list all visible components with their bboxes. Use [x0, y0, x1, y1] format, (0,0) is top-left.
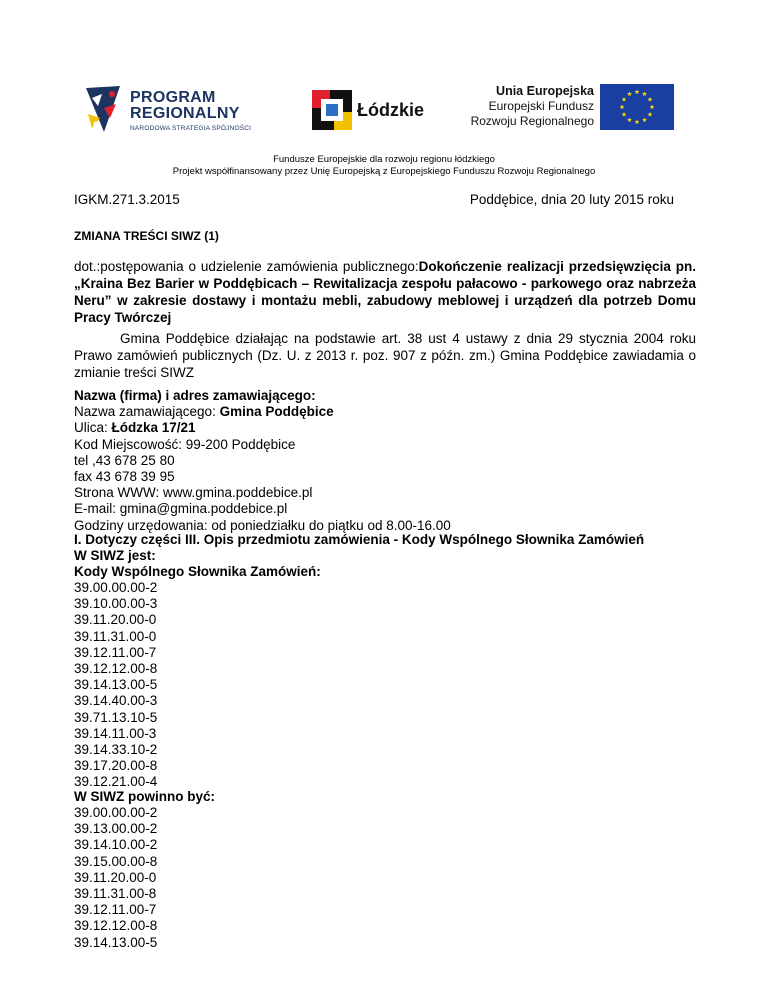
contracting-hours: Godziny urzędowania: od poniedziałku do piątku od 8.00-16.00 — [74, 517, 451, 533]
program-line3: NARODOWA STRATEGIA SPÓJNOŚCI — [130, 125, 252, 132]
lodzkie-mark-icon — [312, 90, 352, 130]
cpv-code: 39.15.00.00-8 — [74, 853, 158, 869]
reference-number: IGKM.271.3.2015 — [74, 192, 180, 207]
lodzkie-wordmark: Łódzkie — [357, 100, 425, 120]
cpv-code: 39.12.12.00-8 — [74, 661, 158, 677]
funding-line1: Fundusze Europejskie dla rozwoju regionu łódzkiego — [273, 154, 495, 165]
codes-should-list — [74, 805, 157, 951]
cpv-code: 39.12.12.00-8 — [74, 918, 158, 934]
cpv-code: 39.14.11.00-3 — [74, 725, 157, 741]
contracting-street — [74, 420, 714, 436]
intro-paragraph: Gmina Poddębice działając na podstawie art. 38 ust 4 ustawy z dnia 29 stycznia 2004 roku Prawo zamówień publicznych (Dz. U. z 2013 r. poz. 907 z późn. zm.) Gmina Poddębice zawiadamia o zmianie treści SIWZ — [74, 331, 696, 380]
cpv-code: 39.12.11.00-7 — [74, 902, 157, 918]
funding-info — [0, 154, 768, 178]
contracting-postcode: Kod Miejscowość: 99-200 Poddębice — [74, 436, 296, 452]
contracting-www: Strona WWW: www.gmina.poddebice.pl — [74, 485, 313, 501]
eu-flag-icon — [600, 84, 674, 130]
eu-line3: Rozwoju Regionalnego — [470, 114, 594, 128]
cpv-code: 39.13.00.00-2 — [74, 821, 158, 837]
cpv-code: 39.14.13.00-5 — [74, 934, 158, 950]
codes-is-list — [74, 580, 157, 791]
contracting-authority — [74, 388, 714, 534]
cpv-code: 39.71.13.10-5 — [74, 709, 158, 725]
section-1-header — [74, 532, 714, 581]
should-be-header — [74, 789, 714, 805]
cpv-code: 39.12.21.00-4 — [74, 774, 158, 790]
is-label: W SIWZ jest: — [74, 548, 156, 564]
cpv-label: Kody Wspólnego Słownika Zamówień: — [74, 564, 321, 580]
cpv-code: 39.14.40.00-3 — [74, 693, 158, 709]
cpv-code: 39.14.13.00-5 — [74, 677, 158, 693]
cpv-code: 39.00.00.00-2 — [74, 580, 158, 595]
eu-label — [471, 84, 594, 129]
program-regionalny-logo — [82, 84, 272, 134]
cpv-code: 39.11.20.00-0 — [74, 869, 157, 885]
contracting-fax: fax 43 678 39 95 — [74, 469, 175, 485]
street-value: Łódzka 17/21 — [111, 420, 196, 436]
cpv-code: 39.10.00.00-3 — [74, 596, 158, 612]
program-regionalny-mark-icon — [82, 84, 124, 134]
contracting-heading: Nazwa (firma) i adres zamawiającego: — [74, 388, 316, 403]
section-1-heading: I. Dotyczy części III. Opis przedmiotu zamówienia - Kody Wspólnego Słownika Zamówień — [74, 532, 645, 547]
cpv-code: 39.14.33.10-2 — [74, 742, 158, 758]
street-label: Ulica: — [74, 420, 112, 436]
subject-prefix: dot.:postępowania o udzielenie zamówienia publicznego: — [74, 259, 419, 274]
cpv-code: 39.00.00.00-2 — [74, 805, 158, 820]
funding-line2: Projekt współfinansowany przez Unię Europejską z Europejskiego Funduszu Rozwoju Regionalnego — [172, 166, 596, 177]
name-value: Gmina Poddębice — [219, 404, 334, 420]
contracting-tel: tel ,43 678 25 80 — [74, 452, 175, 468]
contracting-name — [74, 404, 714, 420]
program-line1: PROGRAM — [130, 89, 216, 106]
cpv-code: 39.12.11.00-7 — [74, 644, 157, 660]
subject-title: Dokończenie realizacji przedsięwzięcia pn. „Kraina Bez Barier w Poddębicach – Rewitalizacja zespołu pałacowo - parkowego oraz nabrzeża Neru” w zakresie dostawy i montażu mebli, zabudowy meblowej i urządzeń dla potrzeb Domu Pracy Twórczej — [74, 259, 696, 325]
eu-line1: Unia Europejska — [496, 84, 594, 98]
lodzkie-logo — [312, 90, 437, 130]
procurement-subject — [74, 258, 696, 326]
cpv-code: 39.17.20.00-8 — [74, 758, 158, 774]
program-line2: REGIONALNY — [130, 105, 240, 122]
contracting-email: E-mail: gmina@gmina.poddebice.pl — [74, 501, 288, 517]
document-title: ZMIANA TREŚCI SIWZ (1) — [74, 229, 219, 243]
should-label: W SIWZ powinno być: — [74, 789, 215, 804]
cpv-code: 39.14.10.00-2 — [74, 837, 158, 853]
eu-line2: Europejski Fundusz — [488, 99, 594, 113]
place-date: Poddębice, dnia 20 luty 2015 roku — [469, 192, 674, 207]
name-label: Nazwa zamawiającego: — [74, 404, 220, 420]
cpv-code: 39.11.20.00-0 — [74, 612, 157, 628]
cpv-code: 39.11.31.00-0 — [74, 628, 157, 644]
cpv-code: 39.11.31.00-8 — [74, 886, 157, 902]
